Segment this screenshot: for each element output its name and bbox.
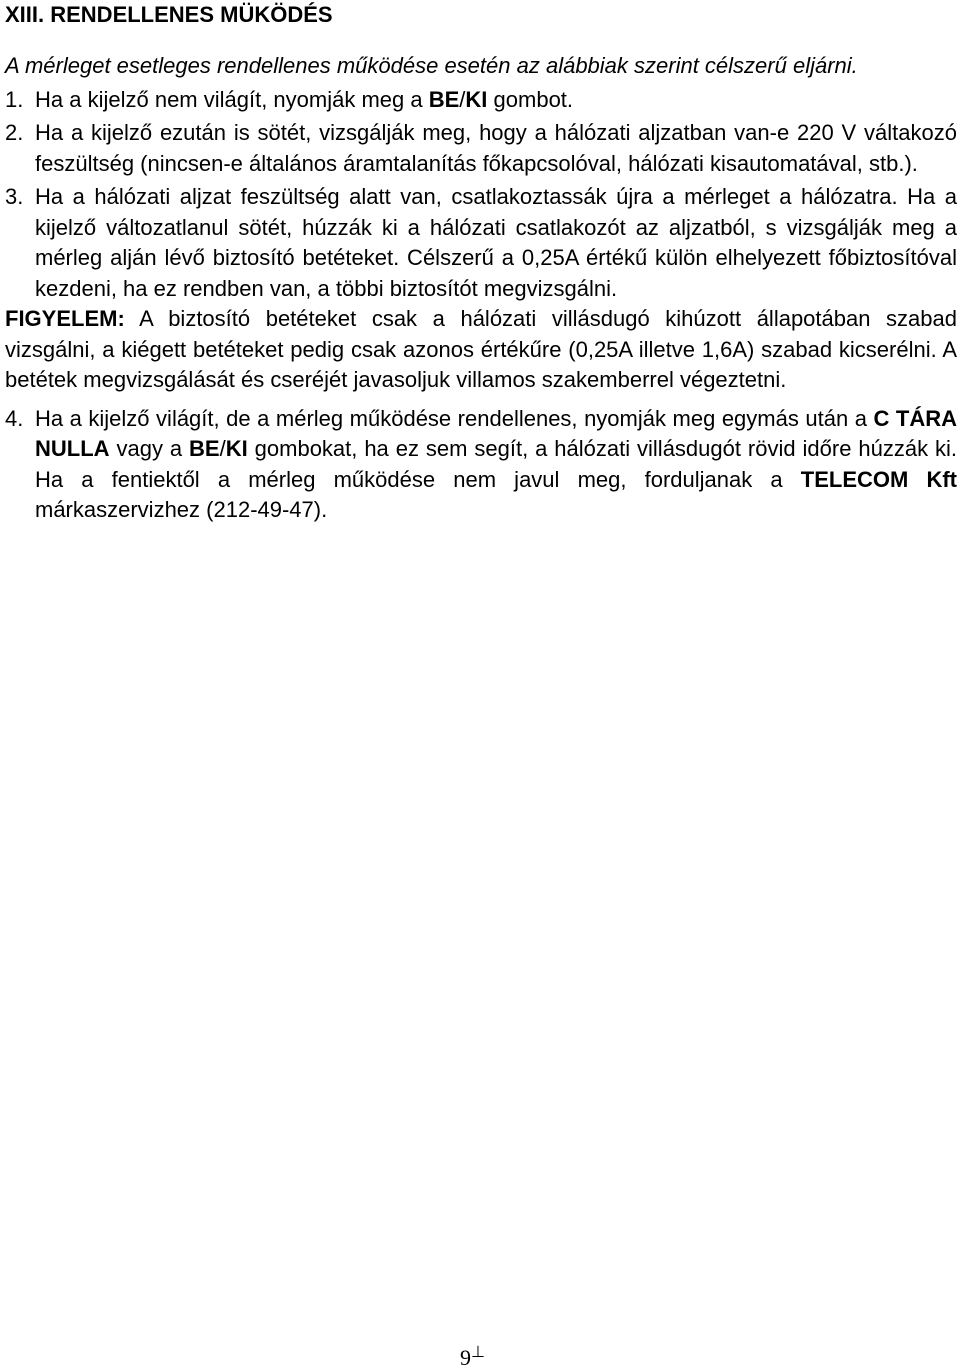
text-run: Ha a kijelző világít, de a mérleg működése rendellenes, nyomják meg egymás után a: [35, 405, 874, 431]
key-ki: KI: [225, 436, 248, 461]
key-ki: KI: [465, 86, 488, 112]
item-number: 3.: [5, 184, 24, 209]
page-number: [460, 1340, 485, 1371]
text-run: /: [219, 436, 226, 461]
list-item-1: [5, 85, 957, 116]
section-heading: XIII. RENDELLENES MÜKÖDÉS: [5, 2, 333, 27]
key-c-tara-nulla: C TÁRA NULLA: [35, 405, 957, 461]
item-number: 2.: [5, 120, 24, 145]
intro-paragraph: A mérleget esetleges rendellenes működése esetén az alábbiak szerint célszerű eljárni.: [5, 53, 858, 78]
text-run: márkaszervizhez (212-49-47).: [35, 497, 328, 522]
item-text: [35, 404, 957, 526]
text-run: vagy a: [109, 436, 190, 461]
text-run: gombokat, ha ez sem segít, a hálózati villásdugót rövid időre húzzák ki. Ha a fentiektől a mérleg működése nem javul meg, forduljanak a: [35, 436, 957, 492]
warning-paragraph: [5, 304, 957, 396]
item-number: 1.: [5, 86, 24, 112]
text-run: gombot.: [487, 86, 574, 112]
warning-label: FIGYELEM:: [5, 306, 125, 331]
item-text: Ha a kijelző ezután is sötét, vizsgálják meg, hogy a hálózati aljzatban van-e 220 V váltakozó feszültség (nincsen-e általános áramtalanítás főkapcsolóval, hálózati kisautomatával, stb.).: [35, 120, 957, 176]
key-be: BE: [189, 436, 220, 461]
document-page: [5, 0, 957, 526]
page-number-value: 9: [460, 1345, 471, 1370]
page-mark: ⊥: [471, 1344, 485, 1361]
company-name: TELECOM Kft: [800, 466, 957, 492]
list-item-3: [5, 182, 957, 304]
text-run: /: [459, 86, 466, 112]
list-item-2: [5, 118, 957, 179]
item-number: 4.: [5, 405, 24, 431]
item-text: Ha a hálózati aljzat feszültség alatt van, csatlakoztassák újra a mérleget a hálózatra. Ha a kijelző változatlanul sötét, húzzák ki a hálózati csatlakozót az aljzatból, s vizsgálják meg a mérleg alján lévő biztosító betéteket. Célszerű a 0,25A értékű külön elhelyezett főbiztosítóval kezdeni, ha ez rendben van, a többi biztosítót megvizsgálni.: [35, 184, 957, 301]
list-item-4: [5, 404, 957, 526]
text-run: Ha a kijelző nem világít, nyomják meg a: [35, 86, 429, 112]
item-text: [35, 85, 957, 116]
warning-text: A biztosító betéteket csak a hálózati villásdugó kihúzott állapotában szabad vizsgálni, a kiégett betéteket pedig csak azonos értékűre (0,25A illetve 1,6A) szabad kicserélni. A betétek megvizsgálását és cseréjét javasoljuk villamos szakemberrel végeztetni.: [5, 306, 957, 392]
key-be: BE: [428, 86, 460, 112]
